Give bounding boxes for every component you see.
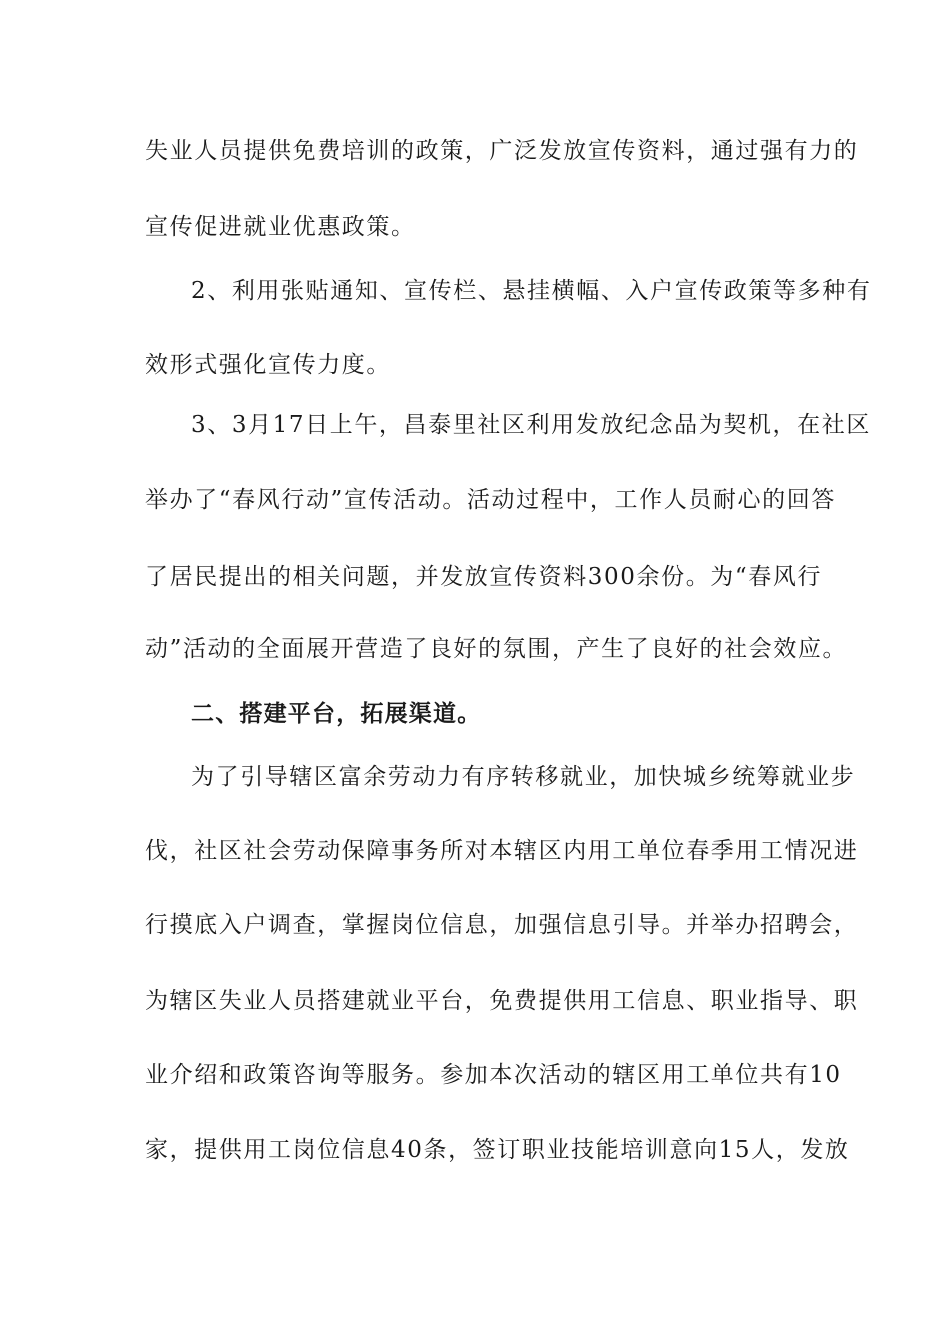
section-heading: 二、搭建平台，拓展渠道。 <box>191 700 482 727</box>
paragraph-line: 动”活动的全面展开营造了良好的氛围，产生了良好的社会效应。 <box>145 636 848 662</box>
paragraph-line: 效形式强化宣传力度。 <box>145 352 391 378</box>
paragraph-line: 伐，社区社会劳动保障事务所对本辖区内用工单位春季用工情况进 <box>145 838 859 864</box>
paragraph-line: 为辖区失业人员搭建就业平台，免费提供用工信息、职业指导、职 <box>145 988 859 1014</box>
paragraph-line: 家，提供用工岗位信息40条，签订职业技能培训意向15人，发放 <box>145 1137 850 1163</box>
list-item-2: 2、利用张贴通知、宣传栏、悬挂横幅、入户宣传政策等多种有 <box>191 278 872 304</box>
paragraph-line: 业介绍和政策咨询等服务。参加本次活动的辖区用工单位共有10 <box>145 1062 842 1088</box>
paragraph-line: 举办了“春风行动”宣传活动。活动过程中，工作人员耐心的回答 <box>145 487 836 513</box>
paragraph-line: 行摸底入户调查，掌握岗位信息，加强信息引导。并举办招聘会， <box>145 912 859 938</box>
paragraph-line: 宣传促进就业优惠政策。 <box>145 214 416 240</box>
paragraph-line: 失业人员提供免费培训的政策，广泛发放宣传资料，通过强有力的 <box>145 138 859 164</box>
paragraph-line: 了居民提出的相关问题，并发放宣传资料300余份。为“春风行 <box>145 564 823 590</box>
list-item-3: 3、3月17日上午，昌泰里社区利用发放纪念品为契机，在社区 <box>191 412 871 438</box>
paragraph-line: 为了引导辖区富余劳动力有序转移就业，加快城乡统筹就业步 <box>191 764 856 790</box>
